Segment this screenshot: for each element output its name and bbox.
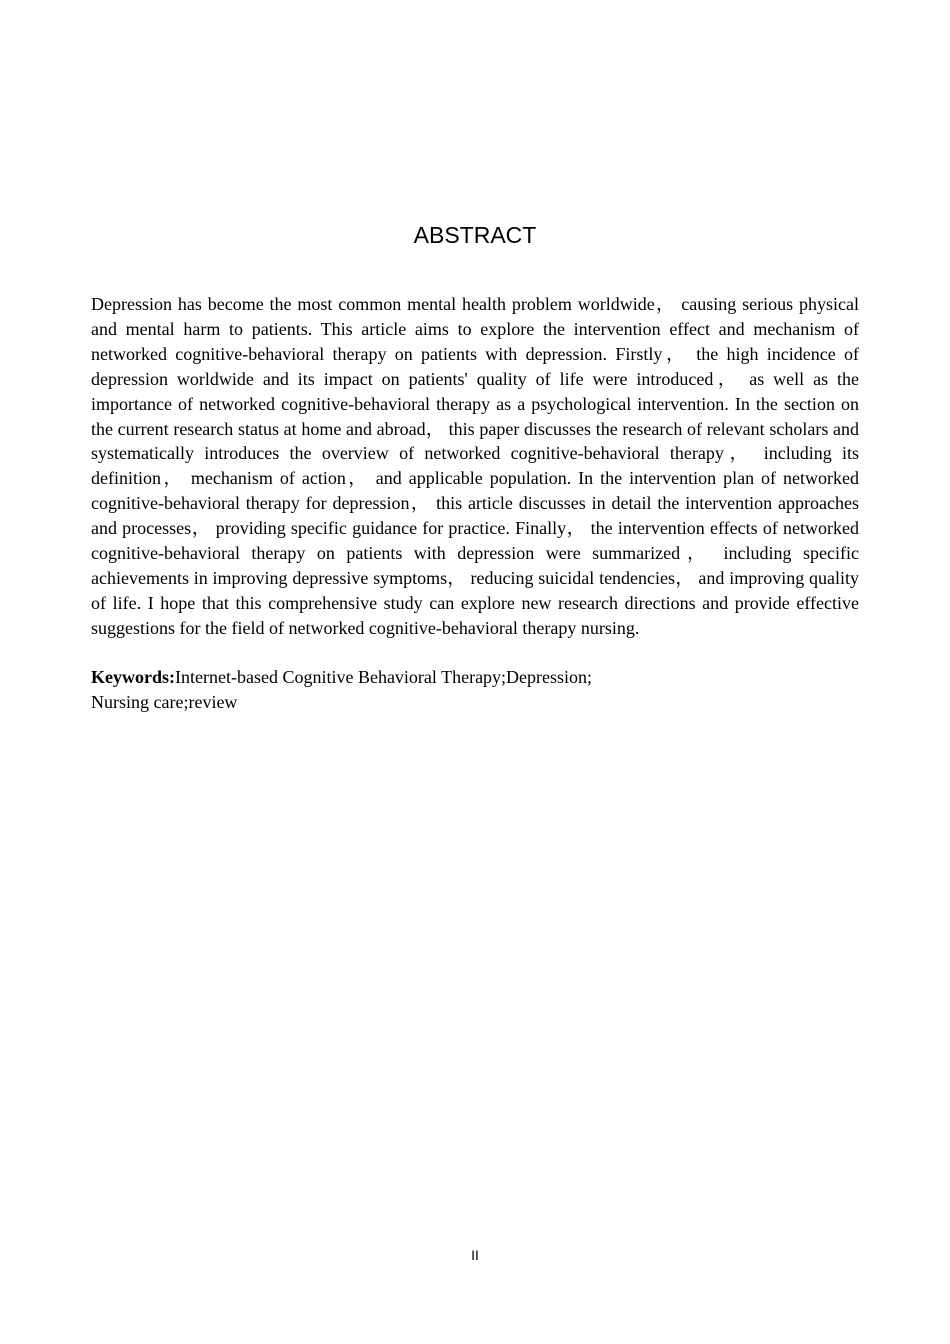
keywords-paragraph bbox=[91, 665, 651, 715]
abstract-body: Depression has become the most common mental health problem worldwide， causing serious physical and mental harm to patients. This article aims to explore the intervention effect and mechanism of networked cognitive-behavioral therapy on patients with depression. Firstly， the high incidence of depression worldwide and its impact on patients' quality of life were introduced， as well as the importance of networked cognitive-behavioral therapy as a psychological intervention. In the section on the current research status at home and abroad， this paper discusses the research of relevant scholars and systematically introduces the overview of networked cognitive-behavioral therapy， including its definition， mechanism of action， and applicable population. In the intervention plan of networked cognitive-behavioral therapy for depression， this article discusses in detail the intervention approaches and processes， providing specific guidance for practice. Finally， the intervention effects of networked cognitive-behavioral therapy on patients with depression were summarized， including specific achievements in improving depressive symptoms， reducing suicidal tendencies， and improving quality of life. I hope that this comprehensive study can explore new research directions and provide effective suggestions for the field of networked cognitive-behavioral therapy nursing. bbox=[91, 294, 859, 638]
keywords-text: Internet-based Cognitive Behavioral Therapy;Depression; Nursing care;review bbox=[91, 667, 593, 712]
page-number: II bbox=[471, 1247, 479, 1263]
keywords-label: Keywords: bbox=[91, 667, 175, 687]
abstract-title: ABSTRACT bbox=[413, 222, 537, 248]
